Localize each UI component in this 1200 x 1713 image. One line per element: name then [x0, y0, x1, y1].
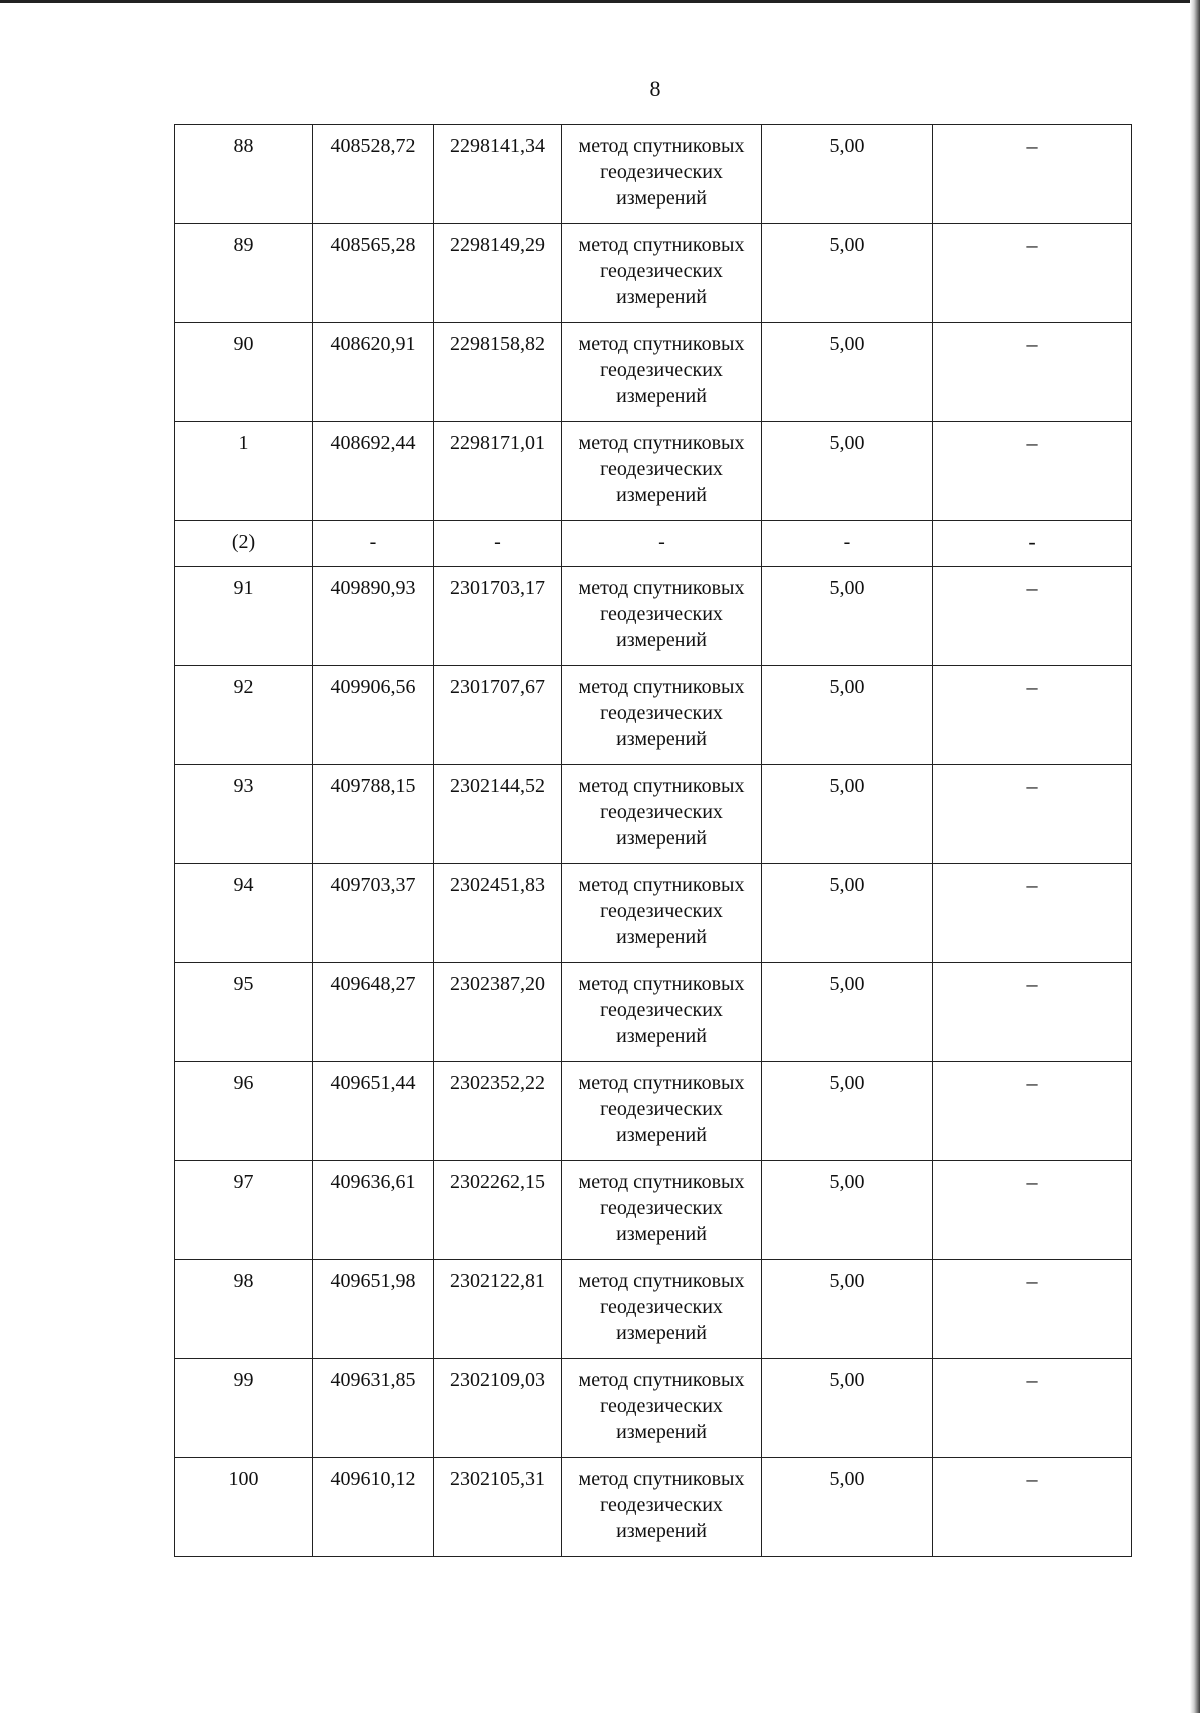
- accuracy-cell: 5,00: [762, 567, 933, 666]
- description-cell: –: [933, 963, 1132, 1062]
- x-coordinate-cell: 409651,98: [313, 1260, 434, 1359]
- description-cell: –: [933, 864, 1132, 963]
- accuracy-cell: 5,00: [762, 1458, 933, 1557]
- y-coordinate-cell: 2301703,17: [434, 567, 562, 666]
- description-cell: –: [933, 765, 1132, 864]
- accuracy-cell: 5,00: [762, 666, 933, 765]
- x-coordinate-cell: 408620,91: [313, 323, 434, 422]
- point-number-cell: 89: [175, 224, 313, 323]
- accuracy-cell: 5,00: [762, 1161, 933, 1260]
- x-coordinate-cell: 409788,15: [313, 765, 434, 864]
- table-row: [175, 666, 1132, 765]
- method-cell: метод спутниковых геодезических измерений: [562, 963, 762, 1062]
- point-number-cell: 90: [175, 323, 313, 422]
- table-row: [175, 1062, 1132, 1161]
- point-number-cell: 91: [175, 567, 313, 666]
- table-row: [175, 765, 1132, 864]
- method-cell: метод спутниковых геодезических измерений: [562, 864, 762, 963]
- boundary-coordinates-table: [174, 124, 1132, 1557]
- table-row: [175, 864, 1132, 963]
- method-cell: метод спутниковых геодезических измерений: [562, 567, 762, 666]
- description-cell: –: [933, 323, 1132, 422]
- method-cell: метод спутниковых геодезических измерений: [562, 1359, 762, 1458]
- description-cell: –: [933, 1062, 1132, 1161]
- description-cell: –: [933, 1359, 1132, 1458]
- method-cell: метод спутниковых геодезических измерений: [562, 224, 762, 323]
- x-coordinate-cell: 409651,44: [313, 1062, 434, 1161]
- description-cell: –: [933, 1260, 1132, 1359]
- x-coordinate-cell: -: [313, 521, 434, 567]
- table-row: [175, 1260, 1132, 1359]
- table-row: [175, 323, 1132, 422]
- point-number-cell: 93: [175, 765, 313, 864]
- y-coordinate-cell: 2302451,83: [434, 864, 562, 963]
- y-coordinate-cell: 2302352,22: [434, 1062, 562, 1161]
- description-cell: –: [933, 567, 1132, 666]
- accuracy-cell: 5,00: [762, 224, 933, 323]
- x-coordinate-cell: 409610,12: [313, 1458, 434, 1557]
- accuracy-cell: 5,00: [762, 864, 933, 963]
- y-coordinate-cell: 2302144,52: [434, 765, 562, 864]
- y-coordinate-cell: -: [434, 521, 562, 567]
- table-row: [175, 1458, 1132, 1557]
- table-body: [175, 125, 1132, 1557]
- method-cell: метод спутниковых геодезических измерений: [562, 1260, 762, 1359]
- table-row: [175, 1359, 1132, 1458]
- x-coordinate-cell: 409906,56: [313, 666, 434, 765]
- point-number-cell: 94: [175, 864, 313, 963]
- table-row: [175, 1161, 1132, 1260]
- table-row: [175, 125, 1132, 224]
- description-cell: –: [933, 224, 1132, 323]
- point-number-cell: 95: [175, 963, 313, 1062]
- y-coordinate-cell: 2302109,03: [434, 1359, 562, 1458]
- point-number-cell: 1: [175, 422, 313, 521]
- separator-row: [175, 521, 1132, 567]
- method-cell: метод спутниковых геодезических измерений: [562, 765, 762, 864]
- accuracy-cell: 5,00: [762, 963, 933, 1062]
- x-coordinate-cell: 409648,27: [313, 963, 434, 1062]
- y-coordinate-cell: 2298171,01: [434, 422, 562, 521]
- y-coordinate-cell: 2302262,15: [434, 1161, 562, 1260]
- description-cell: –: [933, 666, 1132, 765]
- table-row: [175, 567, 1132, 666]
- description-cell: –: [933, 1458, 1132, 1557]
- y-coordinate-cell: 2301707,67: [434, 666, 562, 765]
- method-cell: метод спутниковых геодезических измерений: [562, 323, 762, 422]
- accuracy-cell: 5,00: [762, 323, 933, 422]
- description-cell: –: [933, 125, 1132, 224]
- description-cell: –: [933, 422, 1132, 521]
- y-coordinate-cell: 2302122,81: [434, 1260, 562, 1359]
- table-row: [175, 963, 1132, 1062]
- point-number-cell: 97: [175, 1161, 313, 1260]
- y-coordinate-cell: 2298149,29: [434, 224, 562, 323]
- method-cell: -: [562, 521, 762, 567]
- x-coordinate-cell: 409890,93: [313, 567, 434, 666]
- point-number-cell: 100: [175, 1458, 313, 1557]
- accuracy-cell: 5,00: [762, 1260, 933, 1359]
- point-number-cell: 98: [175, 1260, 313, 1359]
- accuracy-cell: 5,00: [762, 765, 933, 864]
- scan-border-right: [1190, 0, 1200, 1713]
- x-coordinate-cell: 408528,72: [313, 125, 434, 224]
- scan-border-top: [0, 0, 1200, 3]
- accuracy-cell: 5,00: [762, 422, 933, 521]
- accuracy-cell: 5,00: [762, 125, 933, 224]
- description-cell: -: [933, 521, 1132, 567]
- point-number-cell: 96: [175, 1062, 313, 1161]
- point-number-cell: 99: [175, 1359, 313, 1458]
- x-coordinate-cell: 408565,28: [313, 224, 434, 323]
- y-coordinate-cell: 2298141,34: [434, 125, 562, 224]
- y-coordinate-cell: 2302105,31: [434, 1458, 562, 1557]
- x-coordinate-cell: 409703,37: [313, 864, 434, 963]
- page-number: 8: [649, 76, 661, 101]
- method-cell: метод спутниковых геодезических измерений: [562, 1458, 762, 1557]
- method-cell: метод спутниковых геодезических измерений: [562, 422, 762, 521]
- accuracy-cell: 5,00: [762, 1359, 933, 1458]
- method-cell: метод спутниковых геодезических измерений: [562, 125, 762, 224]
- x-coordinate-cell: 408692,44: [313, 422, 434, 521]
- method-cell: метод спутниковых геодезических измерений: [562, 666, 762, 765]
- table-row: [175, 224, 1132, 323]
- accuracy-cell: -: [762, 521, 933, 567]
- x-coordinate-cell: 409636,61: [313, 1161, 434, 1260]
- description-cell: –: [933, 1161, 1132, 1260]
- point-number-cell: (2): [175, 521, 313, 567]
- x-coordinate-cell: 409631,85: [313, 1359, 434, 1458]
- y-coordinate-cell: 2298158,82: [434, 323, 562, 422]
- point-number-cell: 88: [175, 125, 313, 224]
- method-cell: метод спутниковых геодезических измерений: [562, 1161, 762, 1260]
- y-coordinate-cell: 2302387,20: [434, 963, 562, 1062]
- accuracy-cell: 5,00: [762, 1062, 933, 1161]
- table-row: [175, 422, 1132, 521]
- point-number-cell: 92: [175, 666, 313, 765]
- method-cell: метод спутниковых геодезических измерений: [562, 1062, 762, 1161]
